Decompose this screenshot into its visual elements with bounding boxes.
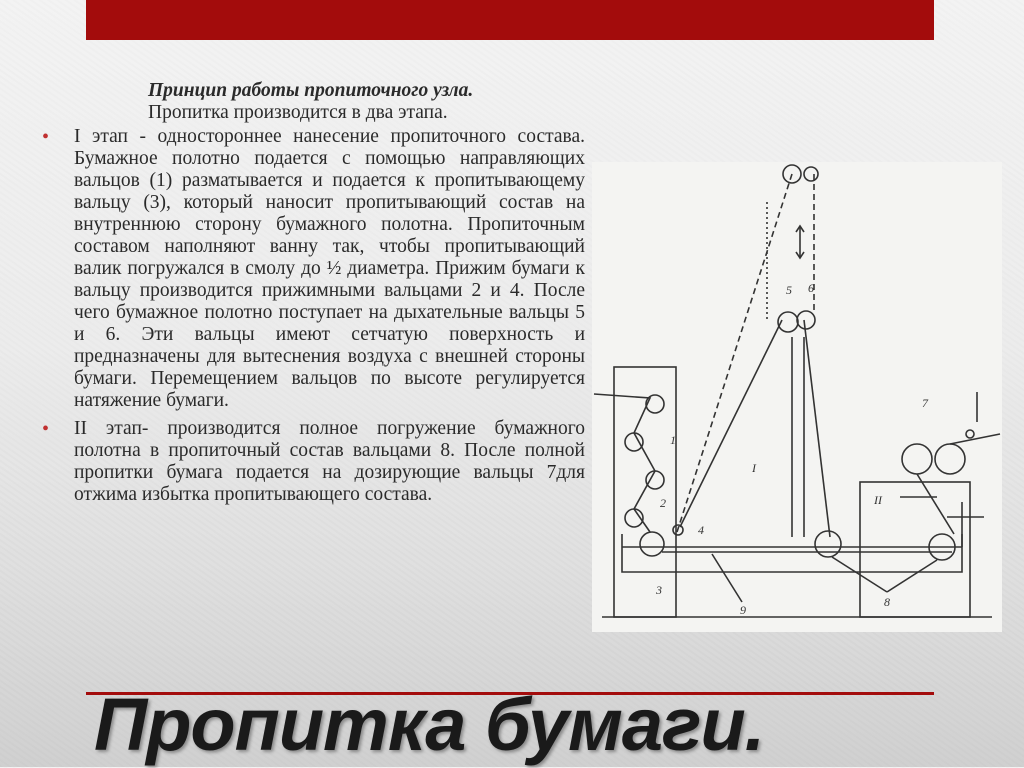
label-1: 1 — [670, 433, 676, 447]
roller-7 — [902, 444, 932, 474]
slide-title: Пропитка бумаги. — [94, 683, 765, 766]
label-9: 9 — [740, 603, 746, 617]
bullet-text: I этап - одностороннее нанесение пропиточного состава. Бумажное полотно подается с помощью направляющих вальцов (1) разматывается и подается к пропитывающему вальцу (3), который наносит пропитывающий состав на внутреннюю сторону бумажного полотна. Пропиточным составом наполняют ванну так, чтобы пропитывающий валик погружался в смолу до ½ диаметра. Прижим бумаги к вальцу производится прижимными вальцами 2 и 4. После чего бумажное полотно поступает на дыхательные вальцы 5 и 6. Эти вальцы имеют сетчатую поверхность и предназначены для вытеснения воздуха с внешней стороны бумаги. Перемещением вальцов по высоте регулируется натяжение бумаги. — [74, 126, 585, 411]
label-6: 6 — [808, 281, 814, 295]
web-path-2 — [804, 320, 830, 537]
roller-8 — [815, 531, 841, 557]
web-path-dashed — [677, 174, 792, 532]
bullet-dot: • — [42, 418, 50, 440]
section-heading — [148, 80, 585, 102]
impregnation-unit-diagram — [592, 162, 1002, 632]
label-8: 8 — [884, 595, 890, 609]
web-out — [950, 434, 1000, 444]
roller-3 — [640, 532, 664, 556]
web-zigzag — [594, 394, 655, 532]
roller-6 — [797, 311, 815, 329]
roller-7 — [935, 444, 965, 474]
label-4: 4 — [698, 523, 704, 537]
guide-roller — [625, 433, 643, 451]
bullet-dot: • — [42, 126, 50, 148]
label-stage-2: II — [874, 493, 882, 507]
diagram-drawing — [592, 162, 1002, 632]
web-path — [680, 320, 782, 527]
heading-title: Принцип работы пропиточного узла. — [148, 80, 474, 101]
top-roller-2 — [804, 167, 818, 181]
bullet-stage-2 — [40, 418, 585, 506]
bullet-text: II этап- производится полное погружение бумажного полотна в пропиточный состав вальцами 8. После полной пропитки бумага подается на дозирующие вальцы 7для отжима избытка пропитывающего состава. — [74, 418, 585, 505]
slide-body — [40, 80, 585, 512]
left-frame — [614, 367, 676, 617]
web-dosing — [917, 474, 954, 534]
bath — [622, 534, 962, 572]
label-7: 7 — [922, 396, 928, 410]
guide-roller — [646, 471, 664, 489]
label-3: 3 — [656, 583, 662, 597]
label-5: 5 — [786, 283, 792, 297]
leader-8b — [887, 560, 937, 592]
label-2: 2 — [660, 496, 666, 510]
leader-9 — [712, 554, 742, 602]
label-stage-1: I — [752, 461, 756, 475]
heading-subtitle: Пропитка производится в два этапа. — [148, 102, 448, 123]
top-accent-bar — [86, 0, 934, 40]
bullet-stage-1 — [40, 126, 585, 412]
small-roller — [966, 430, 974, 438]
